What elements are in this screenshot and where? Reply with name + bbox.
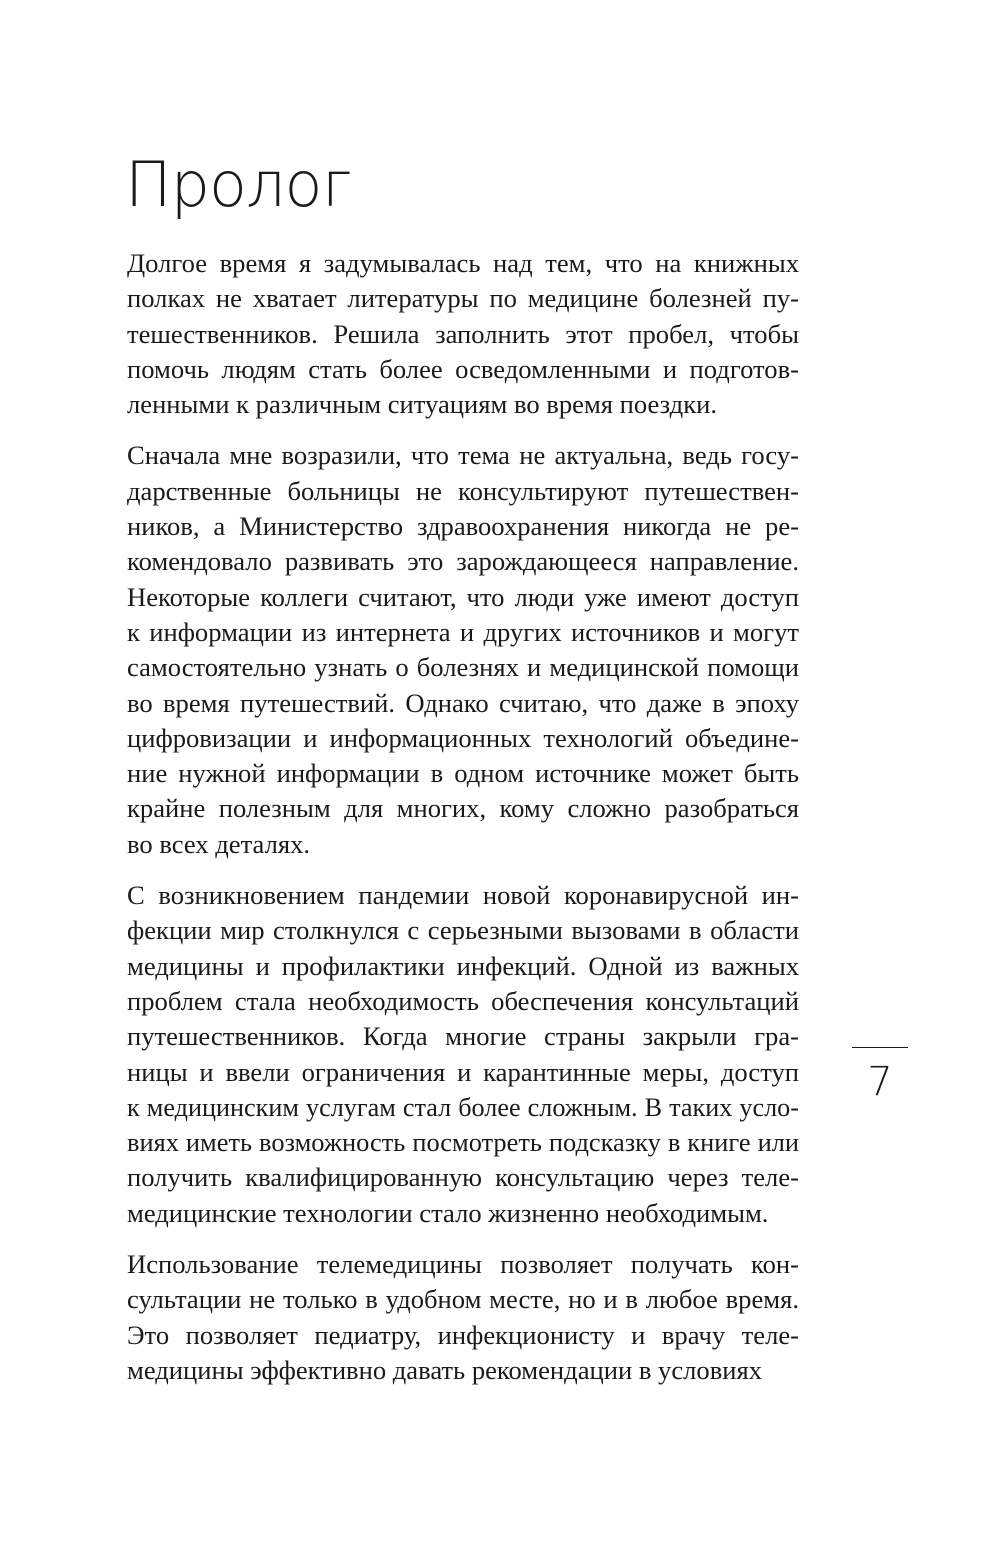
text-line: фекции мир столкнулся с серьезными вызовами в области [127, 915, 799, 946]
page-number: 7 [867, 1059, 893, 1105]
text-line: путешественников. Когда многие страны закрыли гра- [127, 1021, 799, 1052]
chapter-title: Пролог [125, 148, 351, 221]
text-line: сультации не только в удобном месте, но и в любое время. [127, 1284, 799, 1315]
text-line: самостоятельно узнать о болезнях и медицинской помощи [127, 652, 799, 683]
text-line: Это позволяет педиатру, инфекционисту и врачу теле- [127, 1319, 799, 1350]
text-line: во время путешествий. Однако считаю, что даже в эпоху [127, 687, 799, 718]
text-line: крайне полезным для многих, кому сложно разобраться [127, 793, 799, 824]
text-line: тешественников. Решила заполнить этот пробел, чтобы [127, 318, 799, 349]
text-line: Сначала мне возразили, что тема не актуальна, ведь госу- [127, 440, 799, 471]
text-line: дарственные больницы не консультируют путешествен- [127, 475, 799, 506]
text-line: С возникновением пандемии новой коронавирусной ин- [127, 880, 799, 911]
text-line: Некоторые коллеги считают, что люди уже имеют доступ [127, 581, 799, 612]
paragraph [127, 1247, 799, 1388]
text-line: виях иметь возможность посмотреть подсказку в книге или [127, 1127, 799, 1158]
text-line: получить квалифицированную консультацию через теле- [127, 1162, 799, 1193]
text-line: к информации из интернета и других источников и могут [127, 616, 799, 647]
text-line: проблем стала необходимость обеспечения консультаций [127, 985, 799, 1016]
text-line: медицины эффективно давать рекомендации в условиях [127, 1354, 763, 1385]
text-line: цифровизации и информационных технологий объедине- [127, 722, 799, 753]
text-line: ников, а Министерство здравоохранения никогда не ре- [127, 511, 799, 542]
paragraph [127, 438, 799, 862]
text-line: ние нужной информации в одном источнике может быть [127, 758, 799, 789]
text-line: комендовало развивать это зарождающееся направление. [127, 546, 799, 577]
text-line: Долгое время я задумывалась над тем, что на книжных [127, 248, 799, 278]
body-text [127, 246, 799, 1404]
text-line: помочь людям стать более осведомленными и подготов- [127, 353, 799, 384]
paragraph [127, 246, 799, 422]
text-line: ленными к различным ситуациям во время поездки. [127, 389, 717, 420]
text-line: медицинские технологии стало жизненно необходимым. [127, 1197, 769, 1228]
text-line: во всех деталях. [127, 828, 311, 859]
text-line: ницы и ввели ограничения и карантинные меры, доступ [127, 1056, 799, 1087]
text-line: Использование телемедицины позволяет получать кон- [127, 1249, 799, 1280]
folio-rule [852, 1047, 908, 1048]
text-line: медицины и профилактики инфекций. Одной из важных [127, 950, 799, 981]
paragraph [127, 878, 799, 1231]
text-line: к медицинским услугам стал более сложным. В таких усло- [127, 1092, 799, 1122]
text-line: полках не хватает литературы по медицине болезней пу- [127, 283, 799, 314]
